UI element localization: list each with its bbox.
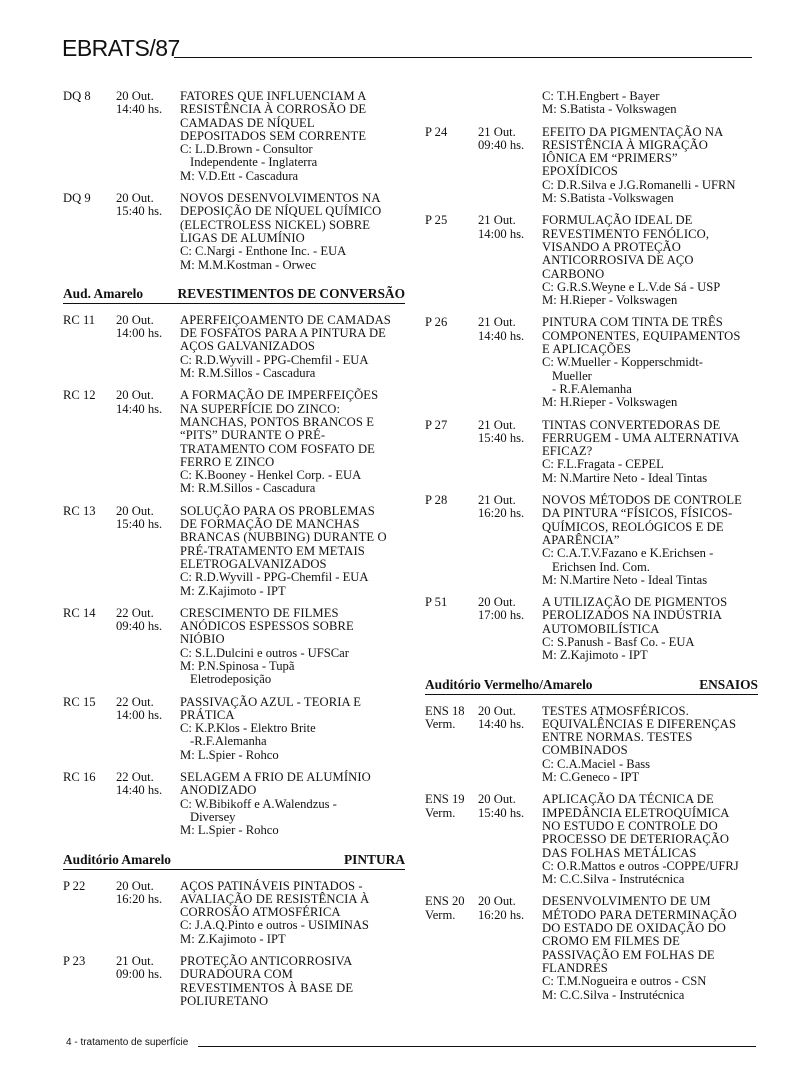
program-entry — [63, 314, 405, 380]
author-line: M: H.Rieper - Volkswagen — [542, 293, 678, 308]
entry-code: P 23 — [63, 954, 86, 969]
section-room: Auditório Vermelho/Amarelo — [425, 676, 593, 692]
entry-time: 14:40 hs. — [116, 401, 163, 416]
entry-title-line: DESENVOLVIMENTO DE UM — [542, 894, 711, 909]
section2-entries — [63, 880, 405, 1009]
entry-date: 20 Out. — [116, 312, 154, 327]
entry-time: 14:00 hs. — [478, 226, 525, 241]
entry-date: 21 Out. — [478, 493, 516, 508]
program-entry — [425, 126, 758, 206]
program-entry — [63, 696, 405, 762]
program-entry — [425, 214, 758, 307]
author-line: M: M.M.Kostman - Orwec — [180, 257, 317, 272]
entry-date: 22 Out. — [116, 694, 154, 709]
author-line: Mueller — [552, 368, 592, 383]
entry-date: 21 Out. — [478, 213, 516, 228]
entry-title-line: DEPOSIÇÃO DE NÍQUEL QUÍMICO — [180, 204, 382, 219]
entry-title-line: TESTES ATMOSFÉRICOS. — [542, 703, 689, 718]
entry-code: P 26 — [425, 315, 448, 330]
footer-text: 4 - tratamento de superfície — [66, 1037, 189, 1048]
entry-title-line: PASSIVAÇÃO AZUL - TEORIA E — [180, 694, 362, 709]
entry-title-line: TRATAMENTO COM FOSFATO DE — [180, 441, 375, 456]
entry-title-line: E APLICAÇÕES — [542, 342, 632, 357]
entry-time: 16:20 hs. — [478, 907, 525, 922]
entry-date: 20 Out. — [116, 191, 154, 206]
entry-time: 15:40 hs. — [478, 805, 525, 820]
program-entry — [63, 771, 405, 837]
entry-room: Verm. — [425, 805, 456, 820]
entry-title-line: DAS FOLHAS METÁLICAS — [542, 845, 697, 860]
program-entry — [63, 389, 405, 495]
entry-time: 15:40 hs. — [478, 430, 525, 445]
author-line: Independente - Inglaterra — [190, 155, 318, 170]
entry-title-line: AÇOS PATINÁVEIS PINTADOS - — [180, 878, 363, 893]
author-line: M: V.D.Ett - Cascadura — [180, 168, 299, 183]
entry-title-line: COMPONENTES, EQUIPAMENTOS — [542, 328, 741, 343]
header-rule — [174, 57, 752, 58]
author-line: M: S.Batista - Volkswagen — [542, 102, 677, 117]
entry-time: 15:40 hs. — [116, 204, 163, 219]
author-line: M: P.N.Spinosa - Tupã — [180, 658, 295, 673]
author-line: C: D.R.Silva e J.G.Romanelli - UFRN — [542, 177, 736, 192]
author-line: C: W.Bibikoff e A.Walendzus - — [180, 796, 337, 811]
entry-time: 16:20 hs. — [116, 891, 163, 906]
entry-time: 16:20 hs. — [478, 506, 525, 521]
author-line: M: Z.Kajimoto - IPT — [542, 648, 648, 663]
entry-title-line: MANCHAS, PONTOS BRANCOS E — [180, 414, 375, 429]
entry-title-line: FLANDRES — [542, 960, 608, 975]
author-line: C: T.H.Engbert - Bayer — [542, 89, 660, 103]
entry-title-line: PINTURA COM TINTA DE TRÊS — [542, 315, 723, 330]
entry-time: 09:00 hs. — [116, 967, 163, 982]
entry-title-line: CORROSÃO ATMOSFÉRICA — [180, 905, 341, 920]
entry-date: 20 Out. — [478, 894, 516, 909]
author-line: Diversey — [190, 809, 236, 824]
author-line: Erichsen Ind. Com. — [552, 559, 650, 574]
entry-title-line: IÔNICA EM “PRIMERS” — [542, 151, 678, 166]
program-entry — [425, 419, 758, 485]
author-line: C: T.M.Nogueira e outros - CSN — [542, 974, 707, 989]
author-line: C: R.D.Wyvill - PPG-Chemfil - EUA — [180, 570, 369, 585]
entry-title-line: REVESTIMENTOS À BASE DE — [180, 980, 354, 995]
author-line: C: G.R.S.Weyne e L.V.de Sá - USP — [542, 279, 721, 294]
program-entry — [63, 90, 405, 183]
entry-title-line: APARÊNCIA” — [542, 532, 620, 547]
entry-time: 14:00 hs. — [116, 707, 163, 722]
author-line: C: W.Mueller - Kopperschmidt- — [542, 355, 703, 370]
entry-title-line: FERRO E ZINCO — [180, 454, 275, 469]
author-line: M: Z.Kajimoto - IPT — [180, 931, 286, 946]
author-line: M: N.Martire Neto - Ideal Tintas — [542, 470, 708, 485]
author-line: C: C.A.Maciel - Bass — [542, 756, 651, 771]
author-line: M: R.M.Sillos - Cascadura — [180, 481, 316, 496]
entry-title-line: DURADOURA COM — [180, 967, 293, 982]
entry-date: 21 Out. — [478, 417, 516, 432]
author-line: M: L.Spier - Rohco — [180, 823, 279, 838]
entry-title-line: LIGAS DE ALUMÍNIO — [180, 230, 305, 245]
entry-title-line: PEROLIZADOS NA INDÚSTRIA — [542, 608, 723, 623]
entry-code: RC 16 — [63, 770, 96, 785]
entry-date: 20 Out. — [478, 595, 516, 610]
author-line: C: O.R.Mattos e outros -COPPE/UFRJ — [542, 858, 739, 873]
program-entry — [63, 192, 405, 272]
entry-code: RC 12 — [63, 388, 96, 403]
entry-title-line: SOLUÇÃO PARA OS PROBLEMAS — [180, 503, 375, 518]
entry-date: 20 Out. — [116, 878, 154, 893]
entry-title-line: ANTICORROSIVA DE AÇO — [542, 253, 694, 268]
entry-title-line: FERRUGEM - UMA ALTERNATIVA — [542, 430, 740, 445]
section-topic: PINTURA — [343, 851, 405, 867]
author-line: C: F.L.Fragata - CEPEL — [542, 457, 664, 472]
entry-title-line: DA PINTURA “FÍSICOS, FÍSICOS- — [542, 506, 733, 521]
entry-code: RC 11 — [63, 312, 96, 327]
author-line: C: J.A.Q.Pinto e outros - USIMINAS — [180, 918, 369, 933]
entry-title-line: DE FORMAÇÃO DE MANCHAS — [180, 517, 360, 532]
section-header-revestimentos — [63, 286, 405, 304]
author-line: C: C.Nargi - Enthone Inc. - EUA — [180, 244, 347, 259]
entry-code: RC 13 — [63, 503, 96, 518]
entry-title-line: SELAGEM A FRIO DE ALUMÍNIO — [180, 770, 371, 785]
section-header-pintura — [63, 852, 405, 870]
author-line: C: K.P.Klos - Elektro Brite — [180, 721, 316, 736]
entry-title-line: NA SUPERFÍCIE DO ZINCO: — [180, 401, 341, 416]
author-line: - R.F.Alemanha — [552, 381, 632, 396]
entry-title-line: “PITS” DURANTE O PRÉ- — [180, 428, 326, 443]
entry-title-line: PASSIVAÇÃO EM FOLHAS DE — [542, 947, 715, 962]
entry-title-line: NOVOS DESENVOLVIMENTOS NA — [180, 191, 381, 206]
entry-title-line: TINTAS CONVERTEDORAS DE — [542, 417, 721, 432]
author-line: C: L.D.Brown - Consultor — [180, 142, 313, 157]
author-line: M: N.Martire Neto - Ideal Tintas — [542, 572, 708, 587]
entry-title-line: FATORES QUE INFLUENCIAM A — [180, 89, 367, 103]
author-line: M: C.C.Silva - Instrutécnica — [542, 987, 685, 1002]
entry-title-line: EQUIVALÊNCIAS E DIFERENÇAS — [542, 716, 737, 731]
entry-date: 22 Out. — [116, 605, 154, 620]
entry-time: 14:40 hs. — [478, 328, 525, 343]
entry-code: ENS 18 — [425, 703, 465, 718]
entry-time: 14:40 hs. — [478, 716, 525, 731]
entry-code: P 51 — [425, 595, 448, 610]
section-topic: REVESTIMENTOS DE CONVERSÃO — [177, 285, 405, 301]
program-entry — [425, 596, 758, 662]
section3-entries — [425, 705, 758, 1002]
entry-title-line: EFICAZ? — [542, 444, 593, 459]
author-line: M: L.Spier - Rohco — [180, 747, 279, 762]
entry-code: P 22 — [63, 878, 86, 893]
entry-title-line: PRÁTICA — [180, 707, 235, 722]
author-line: -R.F.Alemanha — [190, 734, 267, 749]
author-line: C: S.Panush - Basf Co. - EUA — [542, 634, 695, 649]
entry-title-line: DE FOSFATOS PARA A PINTURA DE — [180, 326, 386, 341]
entry-date: 20 Out. — [478, 703, 516, 718]
author-line: Eletrodeposição — [190, 672, 272, 687]
entry-date: 20 Out. — [116, 388, 154, 403]
section-room: Aud. Amarelo — [63, 285, 144, 301]
entry-code: DQ 9 — [63, 191, 91, 206]
journal-title: EBRATS/87 — [62, 35, 180, 61]
entry-code: P 24 — [425, 124, 448, 139]
entry-title-line: AUTOMOBILÍSTICA — [542, 621, 660, 636]
author-line: M: Z.Kajimoto - IPT — [180, 583, 286, 598]
entry-date: 21 Out. — [116, 954, 154, 969]
program-entry — [63, 880, 405, 946]
entry-title-line: RESISTÊNCIA À CORROSÃO DE — [180, 102, 367, 117]
entry-title-line: IMPEDÂNCIA ELETROQUÍMICA — [542, 805, 730, 820]
entry-time: 14:40 hs. — [116, 102, 163, 117]
section1-entries — [63, 314, 405, 838]
entry-date: 21 Out. — [478, 124, 516, 139]
entry-title-line: DEPOSITADOS SEM CORRENTE — [180, 128, 367, 143]
program-entry — [425, 793, 758, 886]
entry-title-line: DO ESTADO DE OXIDAÇÃO DO — [542, 921, 726, 936]
author-line: C: R.D.Wyvill - PPG-Chemfil - EUA — [180, 352, 369, 367]
entry-time: 14:40 hs. — [116, 783, 163, 798]
entry-code: ENS 20 — [425, 894, 465, 909]
entry-date: 20 Out. — [116, 89, 154, 103]
entry-title-line: AÇOS GALVANIZADOS — [180, 339, 316, 354]
entry-time: 15:40 hs. — [116, 517, 163, 532]
entry-title-line: FORMULAÇÃO IDEAL DE — [542, 213, 693, 228]
entry-time: 14:00 hs. — [116, 326, 163, 341]
author-line: M: C.C.Silva - Instrutécnica — [542, 872, 685, 887]
program-entry — [63, 955, 405, 1008]
entry-date: 20 Out. — [116, 503, 154, 518]
program-entry — [63, 505, 405, 598]
entry-code: ENS 19 — [425, 792, 465, 807]
section-room: Auditório Amarelo — [63, 851, 171, 867]
entry-title-line: AVALIAÇÃO DE RESISTÊNCIA À — [180, 891, 370, 906]
entry-title-line: CARBONO — [542, 266, 605, 281]
entry-title-line: CAMADAS DE NÍQUEL — [180, 115, 315, 130]
author-line: C: K.Booney - Henkel Corp. - EUA — [180, 468, 362, 483]
entry-code: P 27 — [425, 417, 448, 432]
right-entries — [425, 126, 758, 663]
author-line: M: C.Geneco - IPT — [542, 770, 640, 785]
entry-title-line: A FORMAÇÃO DE IMPERFEIÇÕES — [180, 388, 379, 403]
entry-title-line: NO ESTUDO E CONTROLE DO — [542, 818, 718, 833]
page-header — [62, 34, 752, 64]
entry-time: 09:40 hs. — [116, 619, 163, 634]
carry-over-entry — [425, 90, 758, 117]
author-line: M: S.Batista -Volkswagen — [542, 191, 674, 206]
entry-title-line: (ELECTROLESS NICKEL) SOBRE — [180, 217, 371, 232]
program-entry — [63, 607, 405, 687]
entry-title-line: RESISTÊNCIA À MIGRAÇÃO — [542, 137, 708, 152]
entry-title-line: ANODIZADO — [180, 783, 257, 798]
page-footer — [66, 1036, 756, 1052]
section-topic: ENSAIOS — [699, 676, 758, 692]
entry-time: 09:40 hs. — [478, 137, 525, 152]
entry-title-line: EPOXÍDICOS — [542, 164, 618, 179]
top-entries — [63, 90, 405, 272]
entry-title-line: NOVOS MÉTODOS DE CONTROLE — [542, 493, 742, 508]
entry-title-line: QUÍMICOS, REOLÓGICOS E DE — [542, 519, 724, 534]
entry-code: P 28 — [425, 493, 448, 508]
entry-code: P 25 — [425, 213, 448, 228]
entry-time: 17:00 hs. — [478, 608, 525, 623]
entry-title-line: MÉTODO PARA DETERMINAÇÃO — [542, 907, 737, 922]
author-line: C: C.A.T.V.Fazano e K.Erichsen - — [542, 546, 714, 561]
entry-title-line: APERFEIÇOAMENTO DE CAMADAS — [180, 312, 391, 327]
program-entry — [425, 895, 758, 1001]
author-line: C: S.L.Dulcini e outros - UFSCar — [180, 645, 349, 660]
entry-code: DQ 8 — [63, 89, 91, 103]
entry-title-line: POLIURETANO — [180, 993, 269, 1008]
entry-date: 22 Out. — [116, 770, 154, 785]
program-entry — [425, 316, 758, 409]
entry-code: RC 14 — [63, 605, 96, 620]
right-column — [425, 90, 758, 1011]
author-line: M: R.M.Sillos - Cascadura — [180, 366, 316, 381]
entry-title-line: ELETROGALVANIZADOS — [180, 556, 327, 571]
entry-title-line: A UTILIZAÇÃO DE PIGMENTOS — [542, 595, 728, 610]
entry-title-line: CRESCIMENTO DE FILMES — [180, 605, 339, 620]
entry-title-line: REVESTIMENTO FENÓLICO, — [542, 226, 710, 241]
entry-title-line: APLICAÇÃO DA TÉCNICA DE — [542, 792, 714, 807]
program-entry — [425, 705, 758, 785]
author-line: M: H.Rieper - Volkswagen — [542, 395, 678, 410]
entry-room: Verm. — [425, 907, 456, 922]
section-header-ensaios — [425, 677, 758, 695]
left-column — [63, 90, 405, 1017]
entry-title-line: VISANDO A PROTEÇÃO — [542, 239, 681, 254]
entry-room: Verm. — [425, 716, 456, 731]
entry-title-line: EFEITO DA PIGMENTAÇÃO NA — [542, 124, 724, 139]
entry-code: RC 15 — [63, 694, 96, 709]
entry-title-line: ENTRE NORMAS. TESTES — [542, 730, 693, 745]
entry-title-line: PROTEÇÃO ANTICORROSIVA — [180, 954, 353, 969]
entry-title-line: BRANCAS (NUBBING) DURANTE O — [180, 530, 387, 545]
footer-rule — [198, 1046, 756, 1047]
entry-title-line: CROMO EM FILMES DE — [542, 934, 680, 949]
entry-title-line: ANÓDICOS ESPESSOS SOBRE — [180, 619, 354, 634]
entry-date: 21 Out. — [478, 315, 516, 330]
entry-date: 20 Out. — [478, 792, 516, 807]
entry-title-line: PROCESSO DE DETERIORAÇÃO — [542, 832, 730, 847]
entry-title-line: NIÓBIO — [180, 632, 225, 647]
entry-title-line: COMBINADOS — [542, 743, 628, 758]
entry-title-line: PRÉ-TRATAMENTO EM METAIS — [180, 543, 365, 558]
program-entry — [425, 494, 758, 587]
